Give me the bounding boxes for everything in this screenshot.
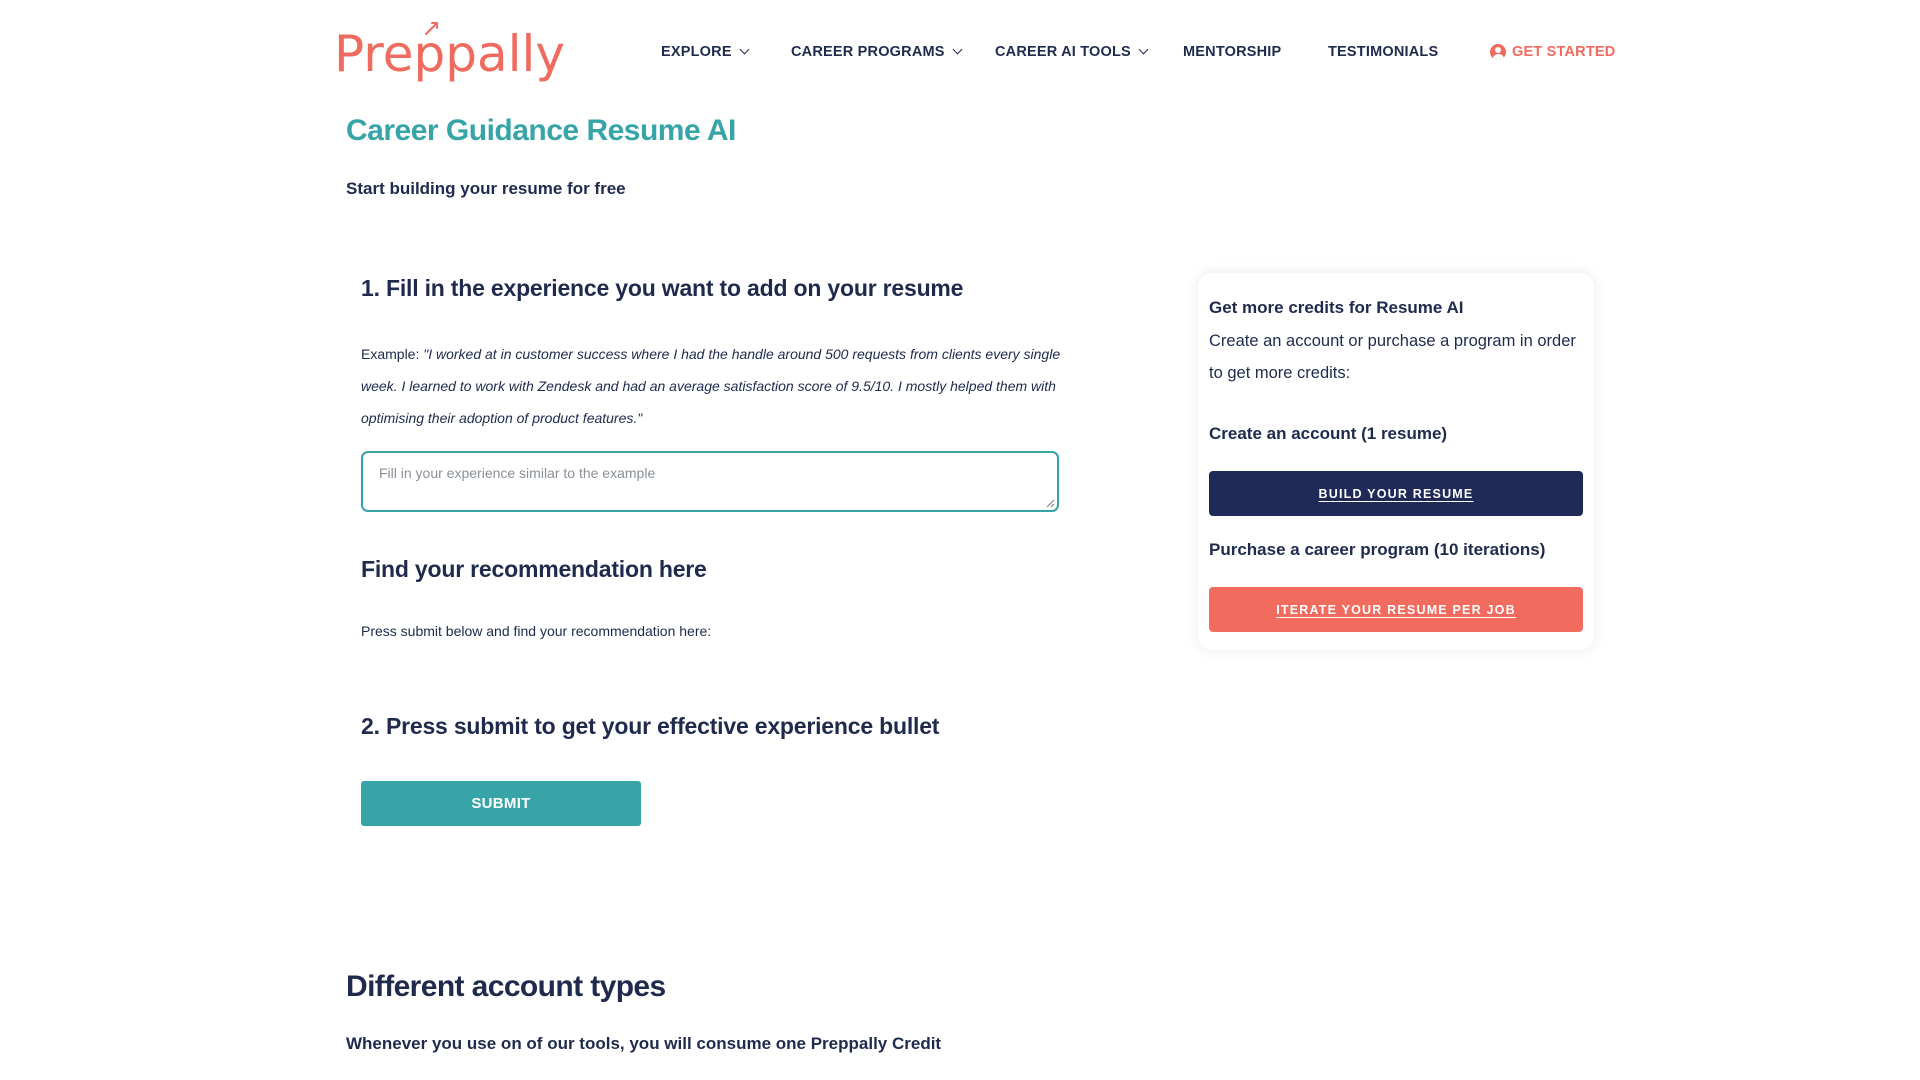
- nav-item-label: TESTIMONIALS: [1328, 44, 1439, 60]
- page-title: Career Guidance Resume AI: [346, 114, 736, 147]
- logo-spark-icon: [424, 20, 440, 36]
- page-subtitle: Start building your resume for free: [346, 179, 626, 198]
- get-started-label: GET STARTED: [1512, 44, 1616, 60]
- example-label: Example:: [361, 346, 420, 362]
- recommendation-text: Press submit below and find your recommendation here:: [361, 623, 712, 639]
- build-resume-button[interactable]: BUILD YOUR RESUME: [1209, 471, 1583, 516]
- nav-item-label: MENTORSHIP: [1183, 44, 1282, 60]
- nav-item-career-ai-tools[interactable]: [995, 44, 1147, 60]
- nav-item-mentorship[interactable]: [1183, 44, 1281, 60]
- chevron-down-icon: [952, 45, 962, 55]
- purchase-program-heading: Purchase a career program (10 iterations): [1209, 540, 1546, 559]
- step2-heading: 2. Press submit to get your effective experience bullet: [361, 713, 940, 739]
- submit-button[interactable]: SUBMIT: [361, 781, 641, 826]
- credits-description: Create an account or purchase a program in order to get more credits:: [1209, 332, 1576, 382]
- logo-text: Preppally: [334, 25, 565, 83]
- nav-item-explore[interactable]: [661, 44, 748, 60]
- step1-heading: 1. Fill in the experience you want to add on your resume: [361, 275, 964, 301]
- example-quote: "I worked at in customer success where I had the handle around 500 requests from clients every single week. I learned to work with Zendesk and had an average satisfaction score of 9.5/10. I mostly helped them with optimising their adoption of product features.": [361, 346, 1061, 426]
- account-types-title: Different account types: [346, 970, 666, 1003]
- experience-input[interactable]: [361, 451, 1059, 512]
- nav-item-label: CAREER AI TOOLS: [995, 44, 1131, 60]
- nav-item-label: CAREER PROGRAMS: [791, 44, 945, 60]
- logo[interactable]: [334, 26, 565, 86]
- account-types-subtitle: Whenever you use on of our tools, you will consume one Preppally Credit: [346, 1034, 942, 1053]
- nav-item-career-programs[interactable]: [791, 44, 961, 60]
- user-circle-icon: [1490, 44, 1506, 60]
- example-text: [361, 338, 1081, 434]
- iterate-resume-button[interactable]: ITERATE YOUR RESUME PER JOB: [1209, 587, 1583, 632]
- site-header: [0, 0, 1920, 110]
- create-account-heading: Create an account (1 resume): [1209, 424, 1448, 443]
- credits-card: [1198, 273, 1594, 650]
- recommendation-heading: Find your recommendation here: [361, 556, 707, 582]
- chevron-down-icon: [1138, 45, 1148, 55]
- get-started-link[interactable]: [1490, 44, 1615, 60]
- nav-item-label: EXPLORE: [661, 44, 732, 60]
- chevron-down-icon: [739, 45, 749, 55]
- credits-title: Get more credits for Resume AI: [1209, 298, 1464, 317]
- nav-item-testimonials[interactable]: [1328, 44, 1438, 60]
